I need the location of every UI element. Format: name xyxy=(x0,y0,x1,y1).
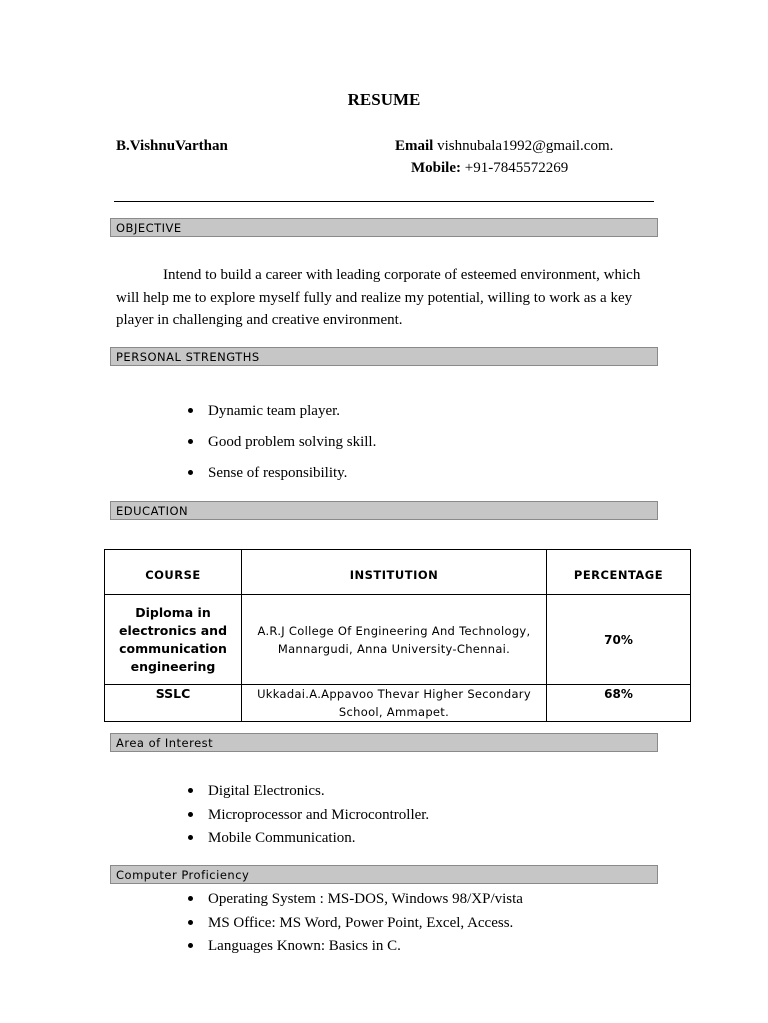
section-header-strengths: PERSONAL STRENGTHS xyxy=(110,347,658,366)
list-item: Sense of responsibility. xyxy=(186,463,376,494)
computer-list xyxy=(186,889,523,960)
mobile-label: Mobile: xyxy=(411,160,461,176)
section-header-computer: Computer Proficiency xyxy=(110,865,658,884)
list-item: Digital Electronics. xyxy=(186,781,429,805)
course-cell: Diploma in electronics and communication engineering xyxy=(105,595,242,685)
table-row xyxy=(105,685,691,722)
column-header-institution: INSTITUTION xyxy=(242,550,547,595)
mobile-line xyxy=(411,160,568,177)
mobile-value: +91-7845572269 xyxy=(464,160,569,176)
header-divider xyxy=(114,201,654,202)
page-title: RESUME xyxy=(347,90,421,109)
institution-cell: Ukkadai.A.Appavoo Thevar Higher Secondary School, Ammapet. xyxy=(242,685,547,722)
column-header-percentage: PERCENTAGE xyxy=(547,550,691,595)
email-line xyxy=(395,138,613,155)
list-item: Operating System : MS-DOS, Windows 98/XP/vista xyxy=(186,889,523,913)
section-header-objective: OBJECTIVE xyxy=(110,218,658,237)
list-item: Languages Known: Basics in C. xyxy=(186,936,523,960)
list-item: Good problem solving skill. xyxy=(186,432,376,463)
table-header-row xyxy=(105,550,691,595)
list-item: Mobile Communication. xyxy=(186,828,429,852)
column-header-course: COURSE xyxy=(105,550,242,595)
strengths-list xyxy=(186,401,376,494)
objective-paragraph xyxy=(116,264,656,332)
interest-list xyxy=(186,781,429,852)
objective-text: Intend to build a career with leading corporate of esteemed environment, which will help me to explore myself fully and realize my potential, willing to work as a key player in challenging and creative environment. xyxy=(116,267,641,328)
list-item: Microprocessor and Microcontroller. xyxy=(186,805,429,829)
section-header-education: EDUCATION xyxy=(110,501,658,520)
list-item: Dynamic team player. xyxy=(186,401,376,432)
email-value: vishnubala1992@gmail.com. xyxy=(437,138,614,154)
section-header-interest: Area of Interest xyxy=(110,733,658,752)
education-table xyxy=(104,549,691,722)
candidate-name: B.VishnuVarthan xyxy=(116,138,228,154)
table-row xyxy=(105,595,691,685)
list-item: MS Office: MS Word, Power Point, Excel, Access. xyxy=(186,913,523,937)
institution-cell: A.R.J College Of Engineering And Technology, Mannargudi, Anna University-Chennai. xyxy=(242,595,547,685)
email-label: Email xyxy=(395,138,434,154)
percentage-cell: 70% xyxy=(547,595,691,685)
course-cell: SSLC xyxy=(105,685,242,722)
percentage-cell: 68% xyxy=(547,685,691,722)
